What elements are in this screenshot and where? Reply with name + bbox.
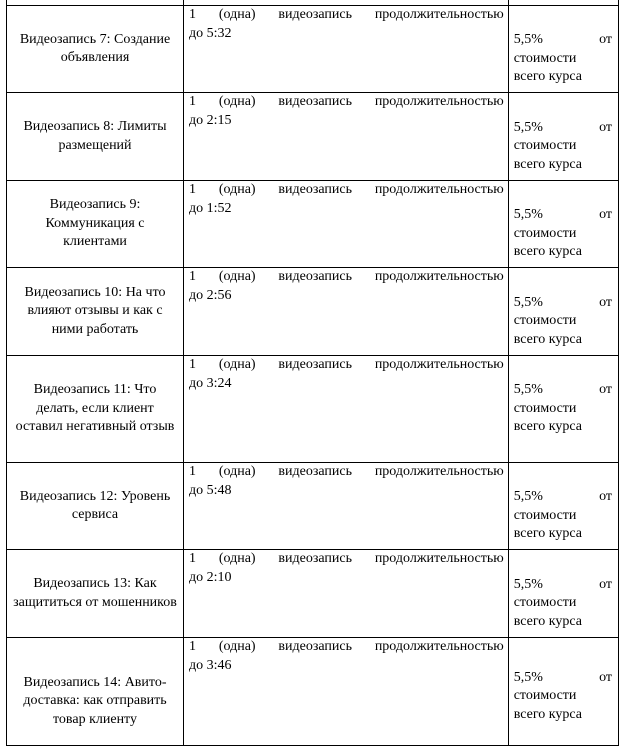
- price-share-cell: [508, 463, 618, 550]
- video-title-cell: [7, 93, 184, 181]
- price-share-line3: всего курса: [513, 156, 582, 172]
- price-share-percent: 5,5%: [513, 32, 543, 48]
- price-share-line3: всего курса: [513, 331, 582, 347]
- price-share-cell: [508, 356, 618, 463]
- video-title: Видеозапись 12: Уровень сервиса: [19, 488, 171, 522]
- video-description-cell: [184, 463, 509, 550]
- price-share-cell: [508, 181, 618, 268]
- price-share-line2: стоимости: [513, 595, 577, 611]
- price-share-line2: стоимости: [513, 225, 577, 241]
- video-description-cell: [184, 638, 509, 746]
- table-row: [7, 356, 619, 463]
- price-share-cell: [508, 6, 618, 93]
- video-description-cell: [184, 6, 509, 93]
- price-share-from: от: [599, 489, 612, 505]
- video-duration: до 5:48: [189, 482, 232, 498]
- price-share-line2: стоимости: [513, 507, 577, 523]
- price-share-cell: [508, 0, 618, 6]
- price-share-line2: стоимости: [513, 50, 577, 66]
- price-share-from: от: [599, 669, 612, 685]
- course-video-table: [6, 0, 619, 746]
- video-duration: до 5:32: [189, 25, 232, 41]
- video-title-cell: [7, 268, 184, 356]
- table-row: [7, 463, 619, 550]
- video-title-cell: [7, 181, 184, 268]
- price-share-line3: всего курса: [513, 244, 582, 260]
- video-title-cell: [7, 356, 184, 463]
- video-description-cell: [184, 356, 509, 463]
- price-share-from: от: [599, 382, 612, 398]
- price-share-from: от: [599, 294, 612, 310]
- video-description-line1: 1 (одна) видеозапись продолжительностью: [189, 639, 504, 654]
- price-share-percent: 5,5%: [513, 576, 543, 592]
- video-description-line1: 1 (одна) видеозапись продолжительностью: [189, 7, 504, 22]
- table-row: [7, 181, 619, 268]
- video-duration: до 2:10: [189, 569, 232, 585]
- video-description-line1: 1 (одна) видеозапись продолжительностью: [189, 464, 504, 479]
- price-share-line3: всего курса: [513, 419, 582, 435]
- price-share-line2: стоимости: [513, 313, 577, 329]
- price-share-line3: всего курса: [513, 526, 582, 542]
- video-title-cell: [7, 550, 184, 638]
- video-description-cell: [184, 0, 509, 6]
- price-share-line3: всего курса: [513, 706, 582, 722]
- video-description-line1: 1 (одна) видеозапись продолжительностью: [189, 182, 504, 197]
- video-title: Видеозапись 9: Коммуникация с клиентами: [45, 197, 145, 250]
- video-title: Видеозапись 11: Что делать, если клиент оставил негативный отзыв: [15, 382, 175, 435]
- price-share-cell: [508, 638, 618, 746]
- video-title: Видеозапись 8: Лимиты размещений: [23, 119, 167, 153]
- price-share-line2: стоимости: [513, 400, 577, 416]
- video-duration: до 3:46: [189, 657, 232, 673]
- table-row: [7, 550, 619, 638]
- price-share-percent: 5,5%: [513, 119, 543, 135]
- price-share-from: от: [599, 207, 612, 223]
- table-row: [7, 6, 619, 93]
- video-description-line1: 1 (одна) видеозапись продолжительностью: [189, 357, 504, 372]
- price-share-percent: 5,5%: [513, 382, 543, 398]
- price-share-percent: 5,5%: [513, 489, 543, 505]
- video-title-cell: [7, 6, 184, 93]
- video-description-cell: [184, 181, 509, 268]
- video-title-cell: [7, 463, 184, 550]
- video-description-cell: [184, 268, 509, 356]
- video-description-cell: [184, 550, 509, 638]
- price-share-percent: 5,5%: [513, 669, 543, 685]
- table-row: [7, 268, 619, 356]
- video-description-cell: [184, 93, 509, 181]
- price-share-line3: всего курса: [513, 69, 582, 85]
- price-share-line2: стоимости: [513, 138, 577, 154]
- table-row: [7, 93, 619, 181]
- video-description-line1: 1 (одна) видеозапись продолжительностью: [189, 551, 504, 566]
- price-share-cell: [508, 268, 618, 356]
- price-share-line3: всего курса: [513, 613, 582, 629]
- video-title: Видеозапись 14: Авито-доставка: как отправить товар клиенту: [23, 674, 167, 727]
- price-share-cell: [508, 550, 618, 638]
- video-title-cell: [7, 638, 184, 746]
- video-duration: до 2:56: [189, 287, 232, 303]
- video-duration: до 1:52: [189, 200, 232, 216]
- video-duration: до 3:24: [189, 375, 232, 391]
- price-share-from: от: [599, 576, 612, 592]
- video-description-line1: [189, 0, 504, 4]
- video-title: Видеозапись 13: Как защититься от мошенников: [13, 576, 177, 610]
- video-title: Видеозапись 10: На что влияют отзывы и как с ними работать: [24, 284, 166, 337]
- table-row: [7, 638, 619, 746]
- video-duration: до 2:15: [189, 112, 232, 128]
- price-share-line2: стоимости: [513, 688, 577, 704]
- price-share-percent: 5,5%: [513, 207, 543, 223]
- video-description-line1: 1 (одна) видеозапись продолжительностью: [189, 94, 504, 109]
- video-description-line1: 1 (одна) видеозапись продолжительностью: [189, 269, 504, 284]
- price-share-from: от: [599, 119, 612, 135]
- video-title: Видеозапись 7: Создание объявления: [19, 31, 171, 65]
- price-share-cell: [508, 93, 618, 181]
- price-share-percent: 5,5%: [513, 294, 543, 310]
- price-share-from: от: [599, 32, 612, 48]
